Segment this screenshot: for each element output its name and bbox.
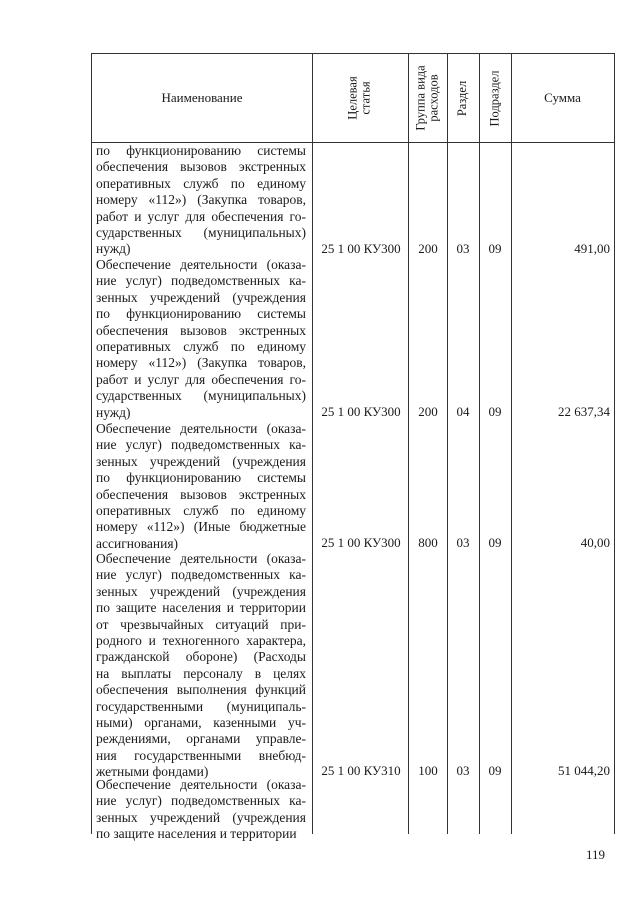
expense-group-cell: 100	[418, 763, 438, 778]
section-cell: 04	[456, 404, 470, 419]
header-group	[408, 54, 447, 142]
description-line: по защите населения и территории	[96, 600, 306, 616]
column-divider	[312, 54, 313, 834]
description-line: ными) органами, казенными уч-	[96, 715, 306, 731]
description-line: обеспечения вызовов экстренных	[96, 159, 306, 175]
expense-group-cell: 200	[418, 404, 438, 419]
header-name	[92, 54, 312, 142]
header-name-label: Наименование	[161, 90, 243, 105]
header-code-line: Целевая	[346, 76, 360, 120]
description-line: ние услуг) подведомственных ка-	[96, 567, 306, 583]
description-line: ассигнования)	[96, 535, 179, 551]
column-divider	[447, 54, 448, 834]
header-code-label	[347, 76, 373, 119]
header-sum	[511, 54, 614, 142]
description-line: номеру «112») (Закупка товаров,	[96, 355, 306, 371]
description-line: Обеспечение деятельности (оказа-	[96, 257, 306, 272]
header-group-line: Группа вида	[413, 65, 428, 131]
description-line: ния государственными внебюд-	[96, 747, 306, 763]
budget-table	[91, 53, 615, 842]
description-line: ние услуг) подведомственных ка-	[96, 273, 306, 289]
description-line: работ и услуг для обеспечения го-	[96, 371, 306, 387]
row-description	[96, 777, 306, 843]
expense-group-cell: 200	[418, 241, 438, 256]
description-line: оперативных служб по единому	[96, 339, 306, 355]
description-line: Обеспечение деятельности (оказа-	[96, 551, 306, 566]
sum-cell: 491,00	[574, 241, 610, 256]
subsection-cell: 09	[488, 404, 502, 419]
header-code-line: статья	[359, 81, 373, 115]
description-line: нужд)	[96, 241, 131, 257]
description-line: по функционированию системы	[96, 470, 306, 486]
header-section-label: Раздел	[455, 80, 470, 116]
sum-cell: 40,00	[580, 535, 610, 550]
subsection-cell: 09	[488, 763, 502, 778]
description-line: нужд)	[96, 404, 131, 420]
description-line: родного и техногенного характера,	[96, 633, 306, 649]
description-line: жетными фондами)	[96, 764, 209, 780]
description-line: номеру «112») (Закупка товаров,	[96, 192, 306, 208]
column-divider	[511, 54, 512, 834]
row-description	[96, 551, 306, 781]
description-line: по функционированию системы	[96, 143, 306, 158]
description-line: по защите населения и территории	[96, 826, 297, 842]
description-line: сударственных (муниципальных)	[96, 388, 306, 404]
header-section	[447, 54, 479, 142]
header-group-line: расходов	[426, 74, 441, 122]
description-line: работ и услуг для обеспечения го-	[96, 208, 306, 224]
description-line: оперативных служб по единому	[96, 175, 306, 191]
description-line: реждениями, органами управле-	[96, 731, 306, 747]
description-line: Обеспечение деятельности (оказа-	[96, 777, 306, 792]
header-subsection	[479, 54, 511, 142]
description-line: зенных учреждений (учреждения	[96, 453, 306, 469]
target-article-cell: 25 1 00 КУ300	[321, 404, 401, 419]
description-line: номеру «112») (Иные бюджетные	[96, 519, 306, 535]
header-subsection-label: Подраздел	[487, 70, 502, 126]
target-article-cell: 25 1 00 КУ310	[321, 763, 401, 778]
section-cell: 03	[456, 535, 470, 550]
row-description	[96, 421, 306, 552]
header-code	[312, 54, 408, 142]
subsection-cell: 09	[488, 535, 502, 550]
description-line: сударственных (муниципальных)	[96, 225, 306, 241]
description-line: зенных учреждений (учреждения	[96, 289, 306, 305]
description-line: государственными (муниципаль-	[96, 698, 306, 714]
description-line: ние услуг) подведомственных ка-	[96, 437, 306, 453]
section-cell: 03	[456, 763, 470, 778]
description-line: обеспечения вызовов экстренных	[96, 322, 306, 338]
description-line: обеспечения выполнения функций	[96, 682, 306, 698]
sum-cell: 51 044,20	[558, 763, 610, 778]
subsection-cell: 09	[488, 241, 502, 256]
description-line: обеспечения вызовов экстренных	[96, 486, 306, 502]
expense-group-cell: 800	[418, 535, 438, 550]
description-line: зенных учреждений (учреждения	[96, 583, 306, 599]
description-line: Обеспечение деятельности (оказа-	[96, 421, 306, 436]
description-line: оперативных служб по единому	[96, 503, 306, 519]
target-article-cell: 25 1 00 КУ300	[321, 241, 401, 256]
target-article-cell: 25 1 00 КУ300	[321, 535, 401, 550]
description-line: от чрезвычайных ситуаций при-	[96, 616, 306, 632]
description-line: зенных учреждений (учреждения	[96, 809, 306, 825]
column-divider	[408, 54, 409, 834]
page-number: 119	[586, 847, 606, 862]
header-group-label	[415, 65, 441, 130]
column-divider	[479, 54, 480, 834]
description-line: гражданской обороне) (Расходы	[96, 649, 306, 665]
row-description	[96, 143, 306, 258]
row-description	[96, 257, 306, 421]
header-sum-label: Сумма	[544, 90, 581, 105]
description-line: ние услуг) подведомственных ка-	[96, 793, 306, 809]
description-line: по функционированию системы	[96, 306, 306, 322]
sum-cell: 22 637,34	[558, 404, 610, 419]
section-cell: 03	[456, 241, 470, 256]
description-line: на выплаты персоналу в целях	[96, 665, 306, 681]
